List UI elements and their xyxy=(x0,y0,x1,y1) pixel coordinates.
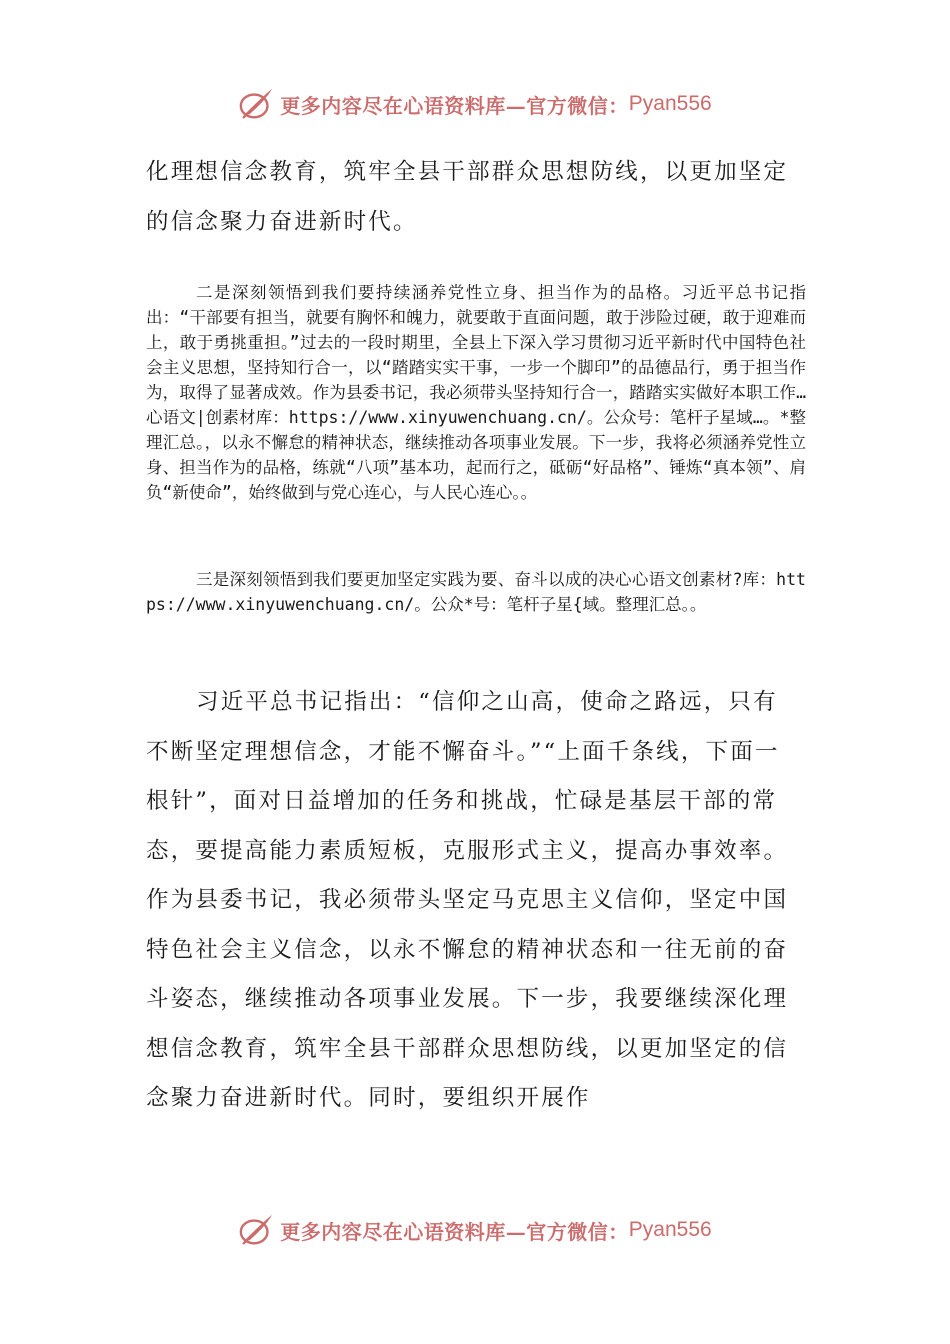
quill-pen-logo-icon xyxy=(238,85,276,123)
point-two-paragraph: 二是深刻领悟到我们要持续涵养党性立身、担当作为的品格。习近平总书记指出：“干部要有担当，就要有胸怀和魄力，就要敢于直面问题，敢于涉险过硬，敢于迎难而上，敢于勇挑重担。”过去的一段时期里，全县上下深入学习贯彻习近平新时代中国特色社会主义思想，坚持知行合一，以“踏踏实实干事，一步一个脚印”的品德品行，勇于担当作为，取得了显著成效。作为县委书记，我必须带头坚持知行合一，踏踏实实做好本职工作…心语文|创素材库：https://www.xinyuwenchuang.cn/。公众号：笔杆子星域…。*整理汇总。，以永不懈怠的精神状态，继续推动各项事业发展。下一步，我将必须涵养党性立身、担当作为的品格，练就“八项”基本功，起而行之，砥砺“好品格”、锤炼“真本领”、肩负“新使命”，始终做到与党心连心，与人民心连心。。 xyxy=(146,283,806,502)
banner-wechat-id: Pyan556 xyxy=(628,92,712,115)
footer-banner xyxy=(0,1210,950,1250)
banner-text: 更多内容尽在心语资料库—官方微信： xyxy=(280,93,629,118)
quill-pen-logo-icon xyxy=(238,1211,276,1249)
body-paragraph: 习近平总书记指出：“信仰之山高，使命之路远，只有不断坚定理想信念，才能不懈奋斗。”“上面千条线，下面一根针”，面对日益增加的任务和挑战，忙碌是基层干部的常态，要提高能力素质短板，克服形式主义，提高办事效率。作为县委书记，我必须带头坚定马克思主义信仰，坚定中国特色社会主义信念，以永不懈怠的精神状态和一往无前的奋斗姿态，继续推动各项事业发展。下一步，我要继续深化理想信念教育，筑牢全县干部群众思想防线，以更加坚定的信念聚力奋进新时代。同时，要组织开展作 xyxy=(146,689,789,1111)
header-banner xyxy=(0,84,950,124)
continuation-paragraph: 化理想信念教育，筑牢全县干部群众思想防线，以更加坚定的信念聚力奋进新时代。 xyxy=(146,159,789,235)
point-three-paragraph: 三是深刻领悟到我们要更加坚定实践为要、奋斗以成的决心心语文创素材?库：https://www.xinyuwenchuang.cn/。公众*号：笔杆子星{域。整理汇总。。 xyxy=(146,570,806,614)
banner-wechat-id: Pyan556 xyxy=(628,1218,712,1241)
banner-text: 更多内容尽在心语资料库—官方微信： xyxy=(280,1219,629,1244)
